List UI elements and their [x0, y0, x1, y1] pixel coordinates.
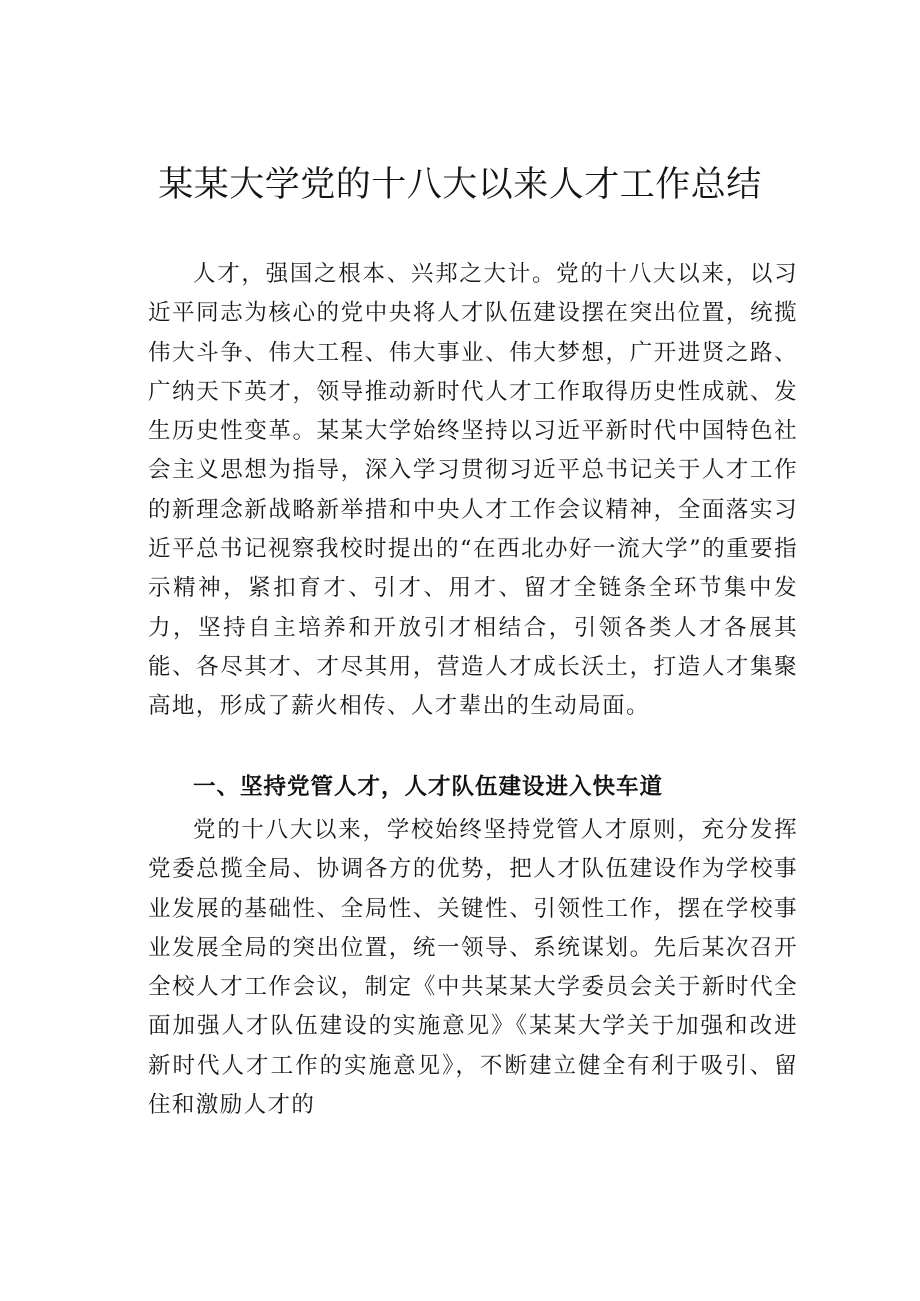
section-paragraph: 党的十八大以来，学校始终坚持党管人才原则，充分发挥党委总揽全局、协调各方的优势，把人才队伍建设作为学校事业发展的基础性、全局性、关键性、引领性工作，摆在学校事业发展全局的突出位置，统一领导、系统谋划。先后某次召开全校人才工作会议，制定《中共某某大学委员会关于新时代全面加强人才队伍建设的实施意见》《某某大学关于加强和改进新时代人才工作的实施意见》，不断建立健全有利于吸引、留住和激励人才的 [148, 817, 798, 1119]
section-heading: 一、坚持党管人才，人才队伍建设进入快车道 [193, 774, 664, 800]
document-title: 某某大学党的十八大以来人才工作总结 [158, 165, 762, 205]
intro-paragraph: 人才，强国之根本、兴邦之大计。党的十八大以来，以习近平同志为核心的党中央将人才队伍建设摆在突出位置，统揽伟大斗争、伟大工程、伟大事业、伟大梦想，广开进贤之路、广纳天下英才，领导推动新时代人才工作取得历史性成就、发生历史性变革。某某大学始终坚持以习近平新时代中国特色社会主义思想为指导，深入学习贯彻习近平总书记关于人才工作的新理念新战略新举措和中央人才工作会议精神，全面落实习近平总书记视察我校时提出的“在西北办好一流大学”的重要指示精神，紧扣育才、引才、用才、留才全链条全环节集中发力，坚持自主培养和开放引才相结合，引领各类人才各展其能、各尽其才、才尽其用，营造人才成长沃土，打造人才集聚高地，形成了薪火相传、人才辈出的生动局面。 [148, 261, 798, 720]
